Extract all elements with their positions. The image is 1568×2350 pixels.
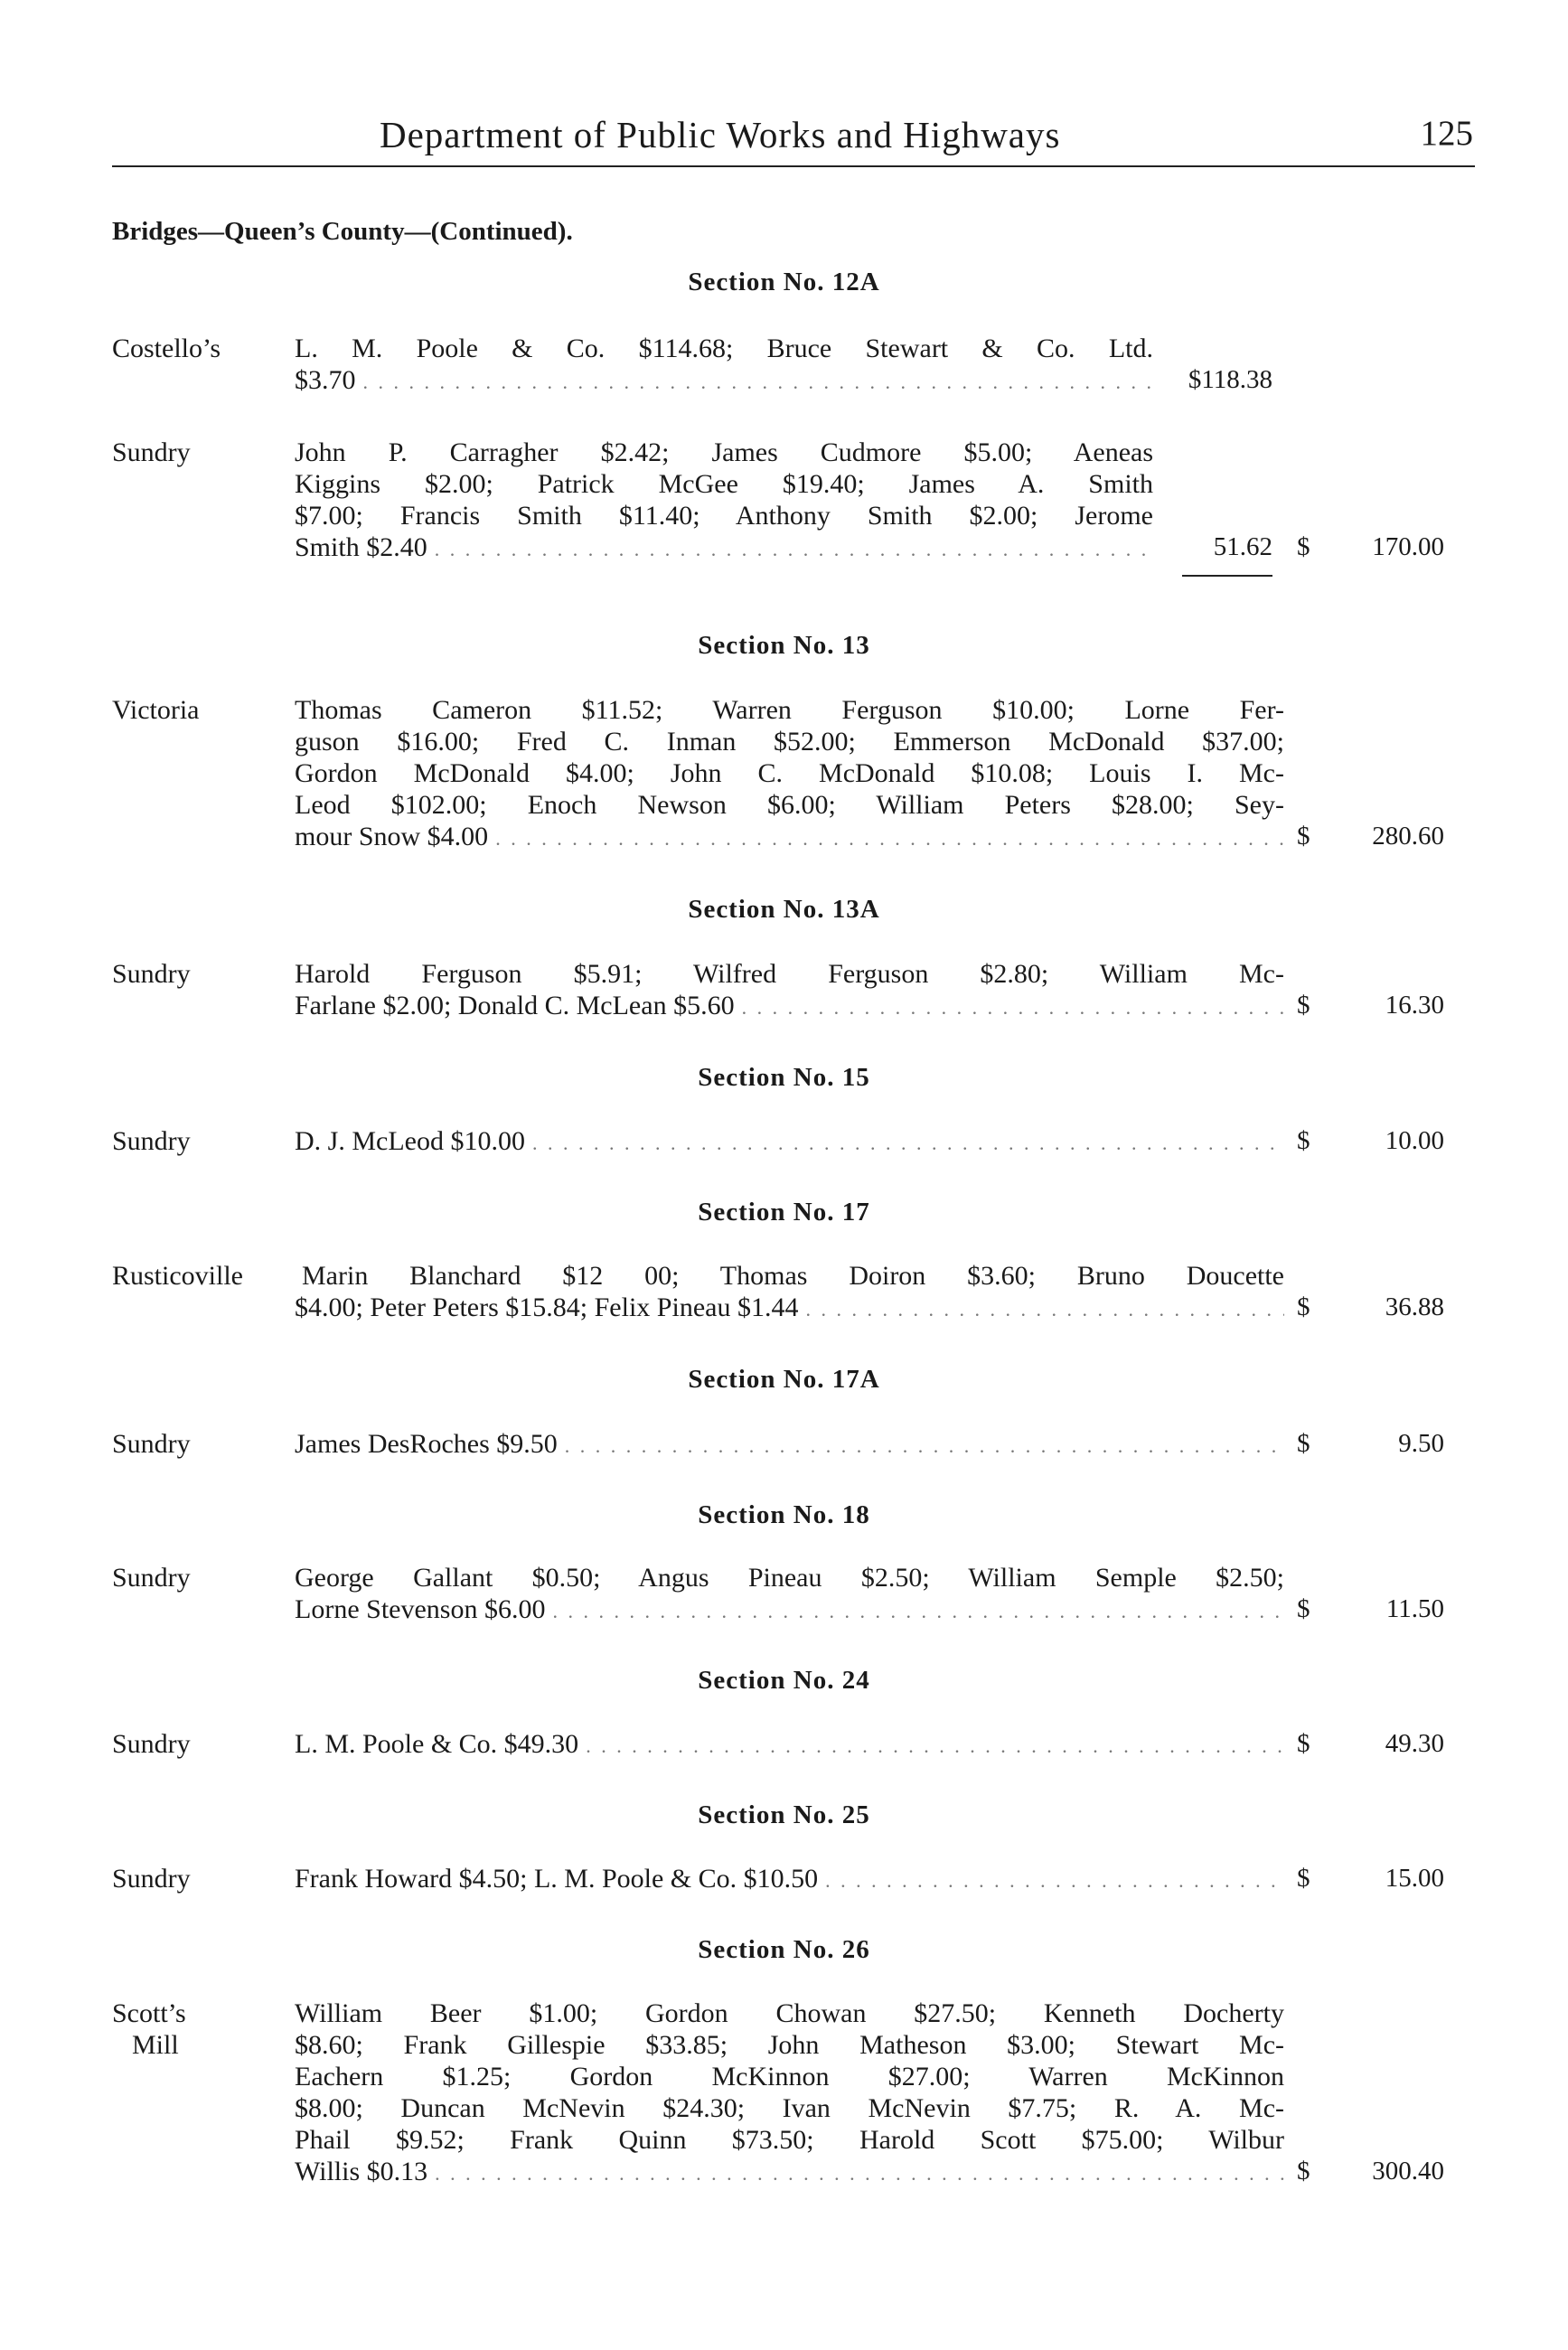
entry-location: Sundry [112,1729,191,1759]
entry-amount: 49.30 [1385,1729,1444,1758]
entry-amount: 36.88 [1385,1292,1444,1321]
section-heading: Section No. 26 [698,1935,870,1964]
entry-location: Costello’s [112,334,221,363]
entry-description: John P. Carragher $2.42; James Cudmore $5.00; Aeneas Kiggins $2.00; Patrick McGee $19.40; James A. Smith $7.00; Francis Smith $11.40; Anthony Smith $2.00; Jerome Smith $2.40 . . . [295,437,1153,565]
entry-description: George Gallant $0.50; Angus Pineau $2.50; William Semple $2.50; Lorne Stevenson $6.00 . . . [295,1562,1284,1627]
entry-amount: 170.00 [1372,532,1444,561]
entry-description: Thomas Cameron $11.52; Warren Ferguson $10.00; Lorne Fer- guson $16.00; Fred C. Inman $52.00; Emmerson McDonald $37.00; Gordon McDonald $4.00; John C. McDonald $10.08; Louis I. Mc- Leod $102.00; Enoch Newson $6.00; William Peters $28.00; Sey- mour Snow $4.00 . . . [295,694,1284,854]
page-header-title: Department of Public Works and Highways [380,114,1061,155]
entry-location: Sundry [112,1864,191,1894]
dollar-sign: $ [1297,991,1310,1020]
entry-description: L. M. Poole & Co. $49.30 . . . [295,1728,1284,1762]
entry-amount: 11.50 [1385,1594,1444,1623]
entry-description: Marin Blanchard $12 00; Thomas Doiron $3.60; Bruno Doucette $4.00; Peter Peters $15.84; Felix Pineau $1.44 . . . [302,1260,1284,1325]
entry-location: Sundry [112,1429,191,1459]
section-heading: Section No. 24 [698,1666,870,1695]
dollar-sign: $ [1297,1429,1310,1458]
entry-location: Sundry [112,1563,191,1593]
section-heading: Section No. 13A [688,895,880,924]
section-heading: Section No. 25 [698,1800,870,1829]
section-heading: Section No. 15 [698,1063,870,1092]
section-heading: Section No. 12A [688,268,880,296]
entry-description: Harold Ferguson $5.91; Wilfred Ferguson $2.80; William Mc- Farlane $2.00; Donald C. McLean $5.60 . . . [295,958,1284,1023]
entry-amount: 9.50 [1398,1429,1444,1458]
subtotal-rule [1182,575,1272,577]
entry-location: Scott’s Mill [112,1998,186,2060]
entry-description: James DesRoches $9.50 . . . [295,1428,1284,1462]
entry-amount: 280.60 [1372,822,1444,851]
entry-subtotal: $118.38 [1188,365,1272,394]
section-heading: Section No. 17A [688,1365,880,1394]
entry-subtotal: 51.62 [1213,532,1272,561]
page-number: 125 [1420,114,1473,153]
dollar-sign: $ [1297,2157,1310,2186]
dollar-sign: $ [1297,1729,1310,1758]
entry-amount: 300.40 [1372,2157,1444,2186]
dollar-sign: $ [1297,822,1310,851]
page-subtitle: Bridges—Queen’s County—(Continued). [112,217,573,246]
entry-description: D. J. McLeod $10.00 . . . [295,1125,1284,1159]
dollar-sign: $ [1297,532,1310,561]
entry-location: Sundry [112,959,191,989]
header-rule [112,165,1475,167]
section-heading: Section No. 17 [698,1198,870,1227]
dollar-sign: $ [1297,1864,1310,1893]
entry-description: William Beer $1.00; Gordon Chowan $27.50; Kenneth Docherty $8.60; Frank Gillespie $33.85; John Matheson $3.00; Stewart Mc- Eachern $1.25; Gordon McKinnon $27.00; Warren McKinnon $8.00; Duncan McNevin $24.30; Ivan McNevin $7.75; R. A. Mc- Phail $9.52; Frank Quinn $73.50; Harold Scott $75.00; Wilbur Willis $0.13 . . . [295,1998,1284,2189]
entry-description: Frank Howard $4.50; L. M. Poole & Co. $10.50 . . . [295,1863,1284,1896]
section-heading: Section No. 13 [698,631,870,660]
entry-location: Rusticoville [112,1261,243,1291]
section-heading: Section No. 18 [698,1500,870,1529]
dollar-sign: $ [1297,1292,1310,1321]
entry-amount: 10.00 [1385,1126,1444,1155]
entry-amount: 15.00 [1385,1864,1444,1893]
dollar-sign: $ [1297,1126,1310,1155]
entry-description: L. M. Poole & Co. $114.68; Bruce Stewart & Co. Ltd. $3.70 . . . [295,333,1153,398]
entry-location: Victoria [112,695,200,725]
entry-location: Sundry [112,437,191,467]
entry-amount: 16.30 [1385,991,1444,1020]
dollar-sign: $ [1297,1594,1310,1623]
entry-location: Sundry [112,1126,191,1156]
